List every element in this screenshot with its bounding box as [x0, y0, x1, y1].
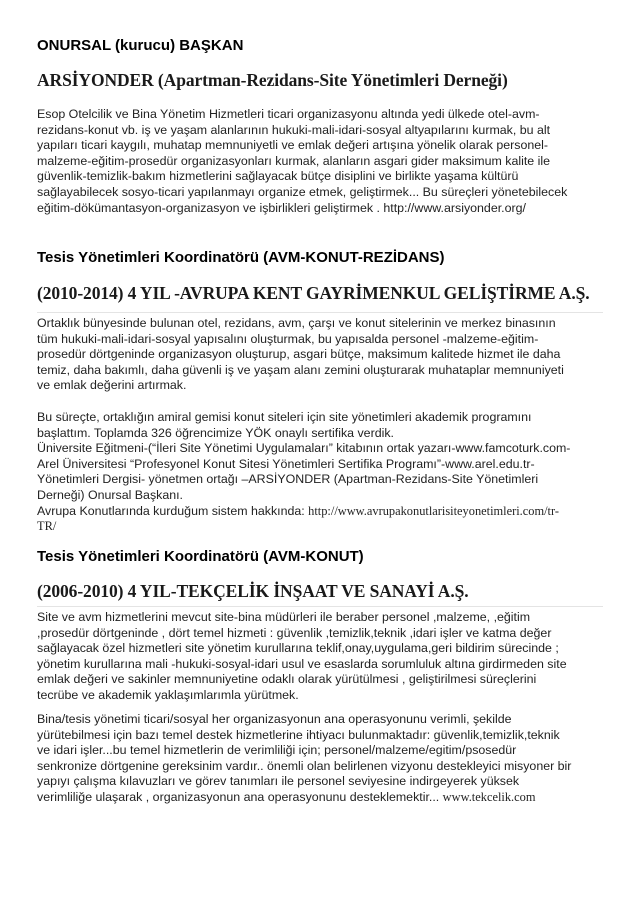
section1-description — [37, 107, 567, 216]
section2-paragraph-2 — [37, 410, 570, 535]
section3-p2-line: Bina/tesis yönetimi ticari/sosyal her organizasyonun ana operasyonunu verimli, şekilde — [37, 712, 512, 726]
section3-p1-line: emlak değeri ve sakinler memnuniyetine odaklı olarak yürütülmesi , geliştirilmesi süreçlerini — [37, 672, 537, 687]
section2-p1-line: prosedür dörtgeninde organizasyon oluşturup, asgari bütçe, maksimum kalitede hizmet ile daha — [37, 347, 561, 362]
section1-org: ARSİYONDER (Apartman-Rezidans-Site Yönetimleri Derneği) — [37, 70, 508, 90]
section2-p1-line: tüm hukuki-mali-idari-sosyal yapısalını oluşturmak, bu yapısalda personel -malzeme-eğitim- — [37, 331, 539, 346]
section2-p1-line: Ortaklık bünyesinde bulunan otel, rezidans, avm, çarşı ve konut sitelerinin ve merkez binasının — [37, 316, 556, 330]
section3-p1-line: sağlayacak özel hizmetleri site yönetim kurullarına teklif,onay,uygulama,geri bildirim sürecinde ; — [37, 641, 559, 656]
section3-role: Tesis Yönetimleri Koordinatörü (AVM-KONUT) — [37, 548, 364, 565]
section1-line: yapıları ticari kaygılı, muhatap memnuniyetli ve emlak değeri artışına yönelik olarak personel- — [37, 138, 549, 153]
section2-p2-line: Bu süreçte, ortaklığın amiral gemisi konut siteleri için site yönetimleri akademik programını — [37, 410, 532, 424]
section2-p1-line: ve emlak değerini artırmak. — [37, 378, 187, 393]
section1-line: rezidans-konut vb. iş ve yaşam alanlarının hukuki-mali-idari-sosyal altyapılarını kurmak, bu alt — [37, 122, 551, 137]
section3-p1-line: yönetim kurullarına mali -hukuki-sosyal-idari usul ve esaslarda sorumluluk altına girdirmeden site — [37, 656, 567, 671]
section2-org: (2010-2014) 4 YIL -AVRUPA KENT GAYRİMENKUL GELİŞTİRME A.Ş. — [37, 283, 590, 303]
section1-line: sağlayabilecek sosyo-ticari yapılanmayı organize etmek, geliştirmek... Bu süreçleri yönetebilecek — [37, 184, 568, 199]
section2-p2-line: Üniversite Eğitmeni-(“İleri Site Yönetimi Uygulamaları” kitabının ortak yazarı-www.famcoturk.com- — [37, 441, 571, 456]
section2-link-prefix: Avrupa Konutlarında kurduğum sistem hakkında: — [37, 503, 309, 518]
section1-line: eğitim-dökümantasyon-organizasyon ve işbirlikleri geliştirmek . http://www.arsiyonder.org/ — [37, 200, 526, 215]
section2-link-url[interactable]: http://www.avrupakonutlarisiteyonetimleri.com/tr- — [308, 503, 559, 518]
section2-link-line — [37, 504, 570, 520]
section3-last-line — [37, 790, 571, 806]
section3-paragraph-2 — [37, 712, 571, 806]
section2-p2-line: Derneği) Onursal Başkanı. — [37, 487, 184, 502]
section2-p2-line: başlattım. Toplamda 326 öğrencimize YÖK onaylı sertifika verdik. — [37, 425, 394, 440]
section3-p2-line: ve idari işler...bu temel hizmetlerin de verimliliği için; personel/malzeme/egitim/psosedür — [37, 743, 517, 758]
section3-org: (2006-2010) 4 YIL-TEKÇELİK İNŞAAT VE SANAYİ A.Ş. — [37, 581, 469, 601]
section3-p1-line: tecrübe ve akademik yaklaşımlarımla yürütmek. — [37, 687, 299, 702]
section3-p1-line: Site ve avm hizmetlerini mevcut site-bina müdürleri ile beraber personel ,malzeme, ,eğitim — [37, 610, 531, 624]
section3-p1-line: ,prosedür dörtgeninde , dört temel hizmeti : güvenlik ,temizlik,teknik ,idari işler ve katma değer — [37, 625, 552, 640]
section1-role: ONURSAL (kurucu) BAŞKAN — [37, 37, 244, 54]
section2-role: Tesis Yönetimleri Koordinatörü (AVM-KONUT-REZİDANS) — [37, 249, 445, 266]
section2-link-url-cont[interactable]: TR/ — [37, 519, 57, 534]
section3-divider — [37, 606, 603, 607]
section1-line: güvenlik-temizlik-bakım hizmetlerini sağlayacak bütçe disiplini ve birlikte yaşama kültürü — [37, 169, 519, 184]
section3-last-line-text: verimliliğe ulaşarak , organizasyonun ana operasyonunu desteklemektir... — [37, 789, 443, 804]
section3-paragraph-1 — [37, 610, 567, 704]
section1-line: Esop Otelcilik ve Bina Yönetim Hizmetleri ticari organizasyonu altında yedi ülkede otel-avm- — [37, 107, 540, 121]
section2-divider — [37, 312, 603, 313]
section1-line: malzeme-eğitim-prosedür organizasyonları kurmak, alanların asgari gider maksimum kalite ile — [37, 153, 551, 168]
section3-p2-line: yapıyı çalışma kılavuzları ve görev tanımları ile personel seviyesine indirgeyerek yüksek — [37, 774, 520, 789]
section3-website-link[interactable]: www.tekcelik.com — [442, 789, 536, 804]
section3-p2-line: senkronize dörtgenine gereksinim vardır.. önemli olan belirlenen vizyonu destekleyici misyoner bir — [37, 758, 572, 773]
section3-p2-line: yürütebilmesi için bazı temel destek hizmetlerine ihtiyacı bulunmaktadır: güvenlik,temizlik,teknik — [37, 727, 560, 742]
section2-p2-line: Arel Üniversitesi “Profesyonel Konut Sitesi Yönetimleri Sertifika Programı”-www.arel.edu.tr- — [37, 456, 535, 471]
section2-paragraph-1 — [37, 316, 564, 394]
section2-p1-line: temiz, daha bakımlı, daha güvenli iş ve yaşam alanı zemini oluşturarak muhataplar memnuniyeti — [37, 362, 564, 377]
section2-p2-line: Yönetimleri Dergisi- yönetmen ortağı –ARSİYONDER (Apartman-Rezidans-Site Yönetimleri — [37, 472, 539, 487]
